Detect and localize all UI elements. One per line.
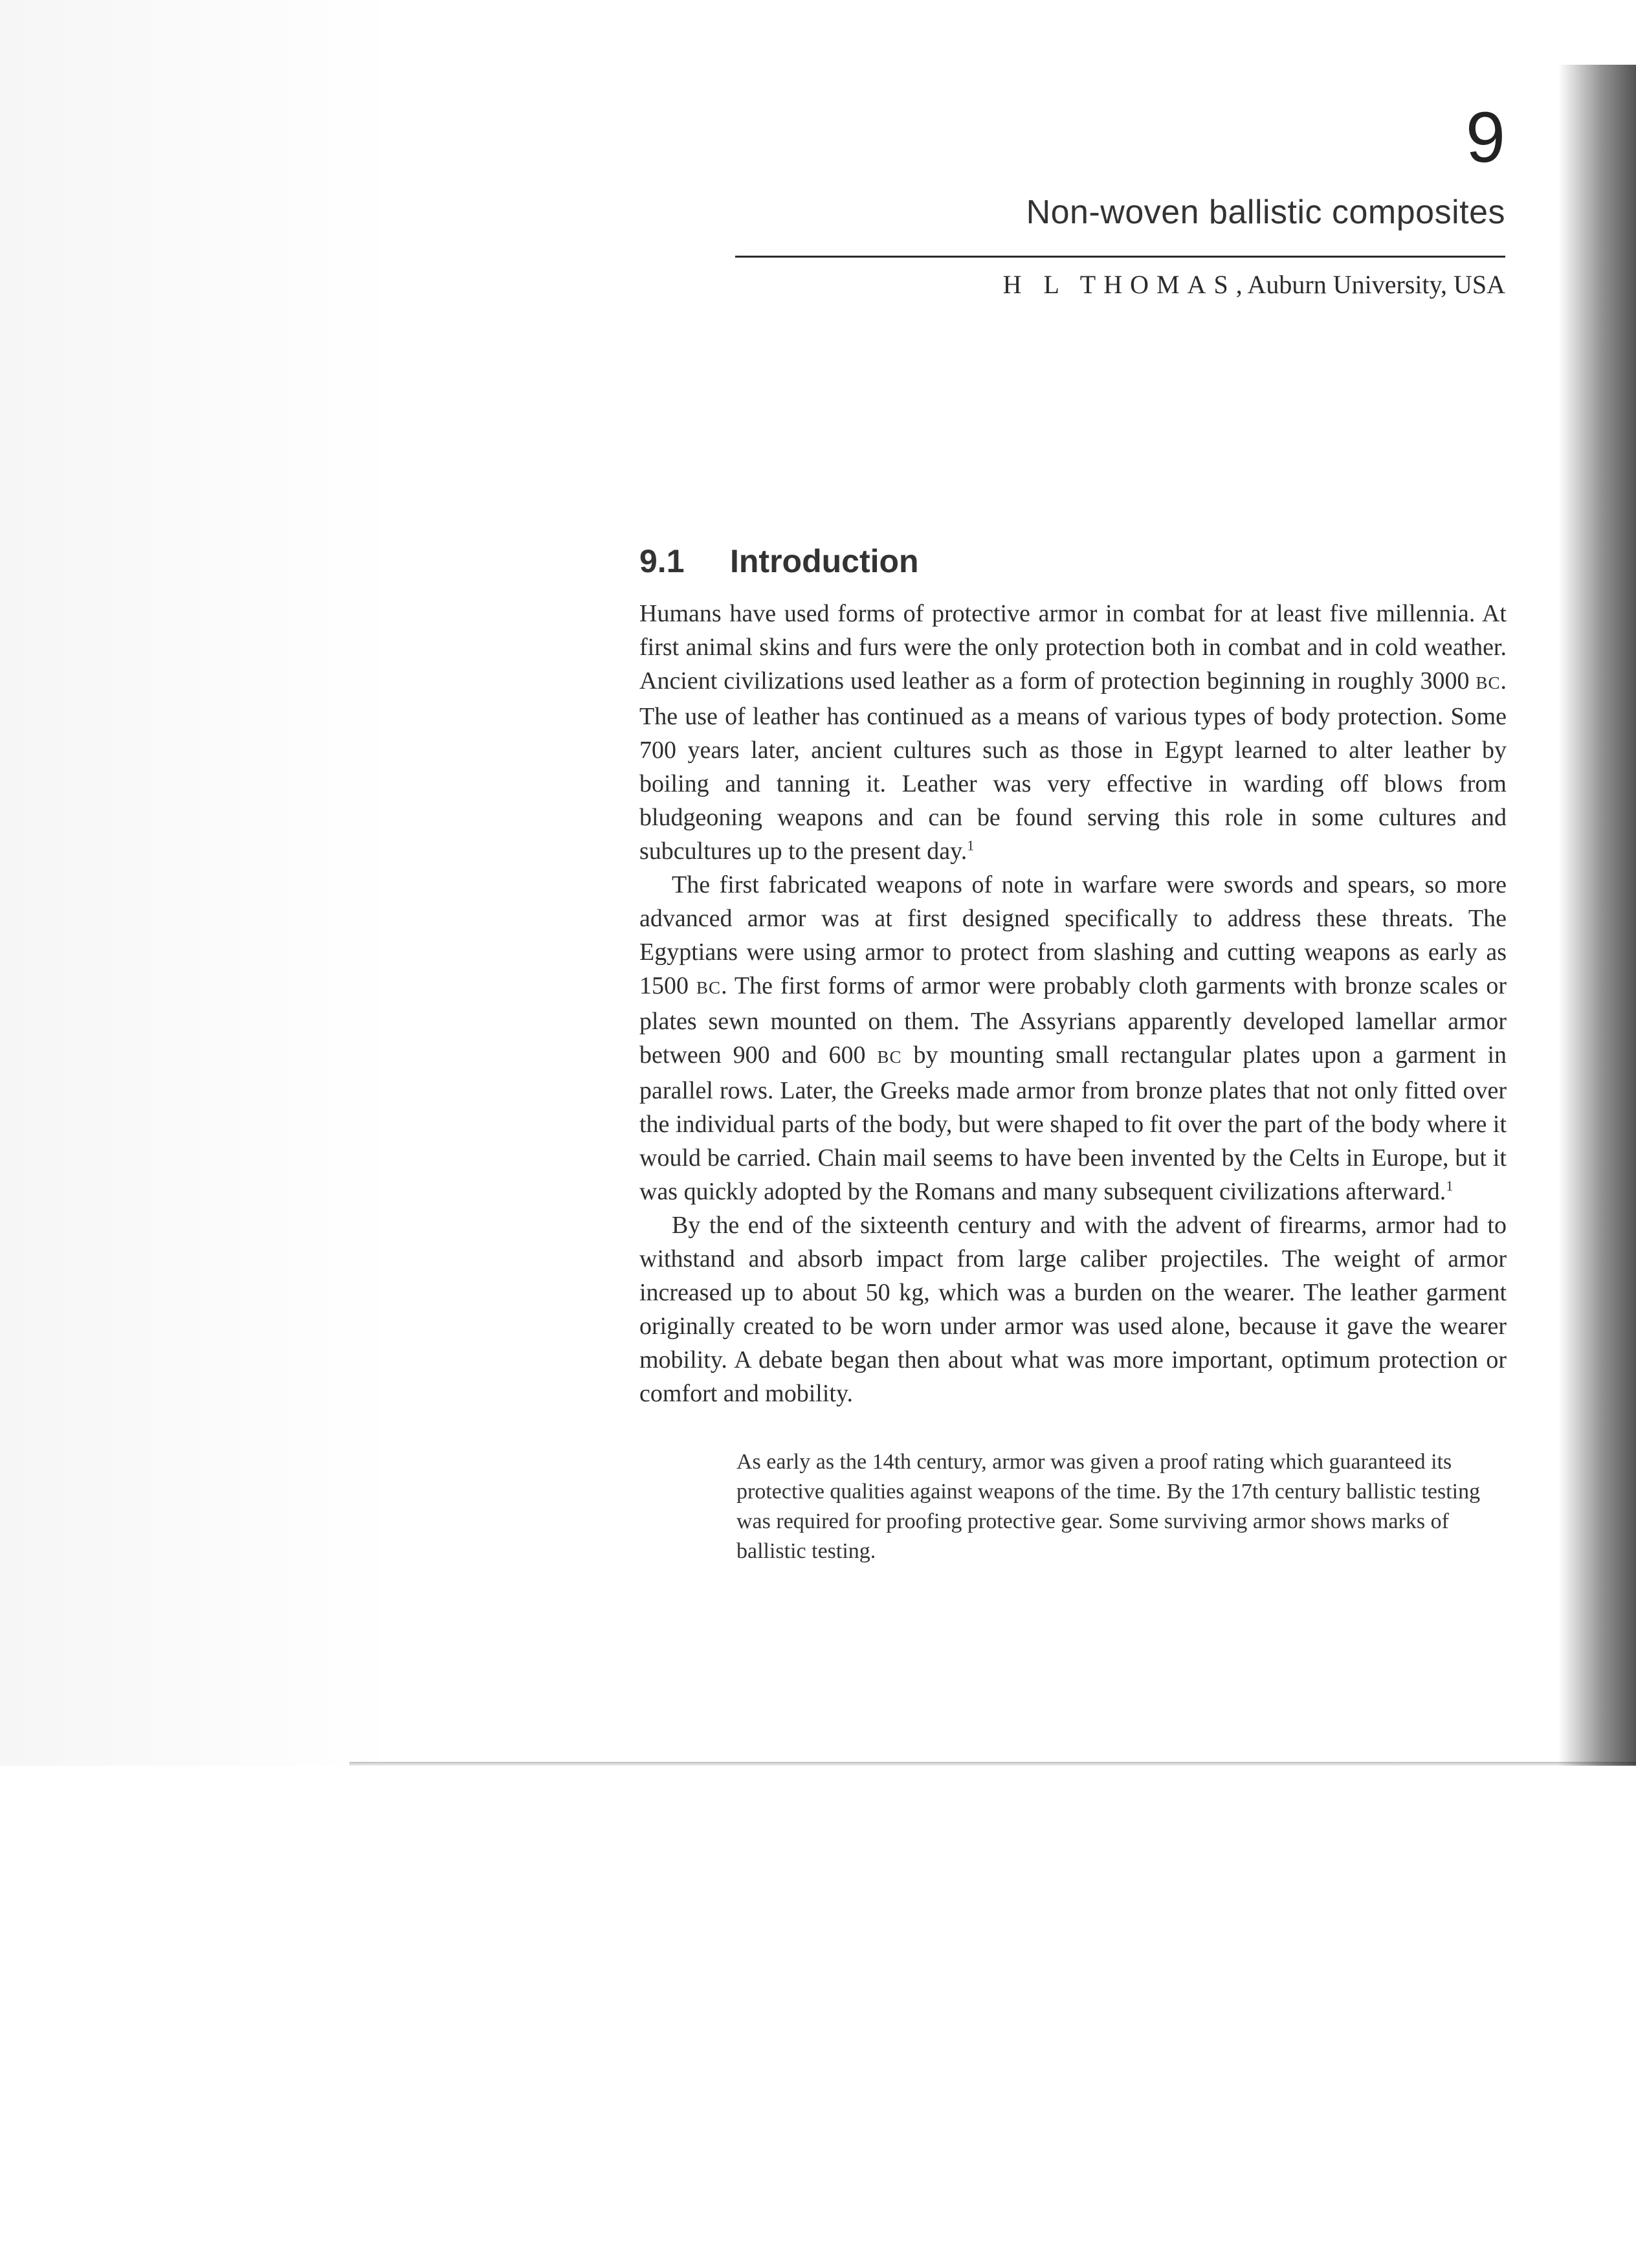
reference-marker: 1: [1446, 1177, 1454, 1194]
scan-blank-area: [0, 1766, 1636, 2268]
author-line: [1003, 271, 1505, 299]
title-divider: [735, 256, 1505, 258]
author-affiliation: , Auburn University, USA: [1235, 270, 1505, 299]
paragraph-3: By the end of the sixteenth century and with the advent of firearms, armor had to withstand and absorb impact from large caliber projectiles. The weight of armor increased up to about 50 kg, which was a burden on the wearer. The leather garment originally created to be worn under armor was used alone, because it gave the wearer mobility. A debate began then about what was more important, optimum protection or comfort and mobility.: [639, 1212, 1507, 1407]
era-label: BC: [877, 1047, 902, 1067]
reference-marker: 1: [967, 837, 975, 854]
section-number: 9.1: [639, 543, 685, 579]
era-label: BC: [696, 978, 722, 997]
section-heading: [639, 542, 919, 580]
scan-binding-shadow: [1558, 65, 1636, 1780]
sidebar-note: As early as the 14th century, armor was given a proof rating which guaranteed its protective qualities against weapons of the time. By the 17th century ballistic testing was required for proofing protective gear. Some surviving armor shows marks of ballistic testing.: [736, 1450, 1481, 1563]
paragraph-1: Humans have used forms of protective armor in combat for at least five millennia. At first animal skins and furs were the only protection both in combat and in cold weather. Ancient civilizations used leather as a form of protection beginning in roughly 3000 BC. The use of leather has continued as a means of various types of body protection. Some 700 years later, ancient cultures such as those in Egypt learned to alter leather by boiling and tanning it. Leather was very effective in warding off blows from bludgeoning weapons and can be found serving this role in some cultures and subcultures up to the present day.$^1$: [639, 600, 1507, 865]
era-label: BC: [1476, 673, 1501, 693]
author-name: H L THOMAS: [1002, 270, 1236, 299]
chapter-number: 9: [1465, 98, 1505, 177]
chapter-title: Non-woven ballistic composites: [1026, 194, 1505, 231]
section-title: Introduction: [730, 543, 919, 579]
body-text: [639, 597, 1507, 1410]
scan-left-shadow: [0, 0, 401, 1786]
paragraph-2: The first fabricated weapons of note in warfare were swords and spears, so more advanced armor was at first designed specifically to address these threats. The Egyptians were using armor to protect from slashing and cutting weapons as early as 1500 BC. The first forms of armor were probably cloth garments with bronze scales or plates sewn mounted on them. The Assyrians apparently developed lamellar armor between 900 and 600 BC by mounting small rectangular plates upon a garment in parallel rows. Later, the Greeks made armor from bronze plates that not only fitted over the individual parts of the body, but were shaped to fit over the part of the body where it would be carried. Chain mail seems to have been invented by the Celts in Europe, but it was quickly adopted by the Romans and many subsequent civilizations afterward.$^1$: [639, 871, 1507, 1205]
